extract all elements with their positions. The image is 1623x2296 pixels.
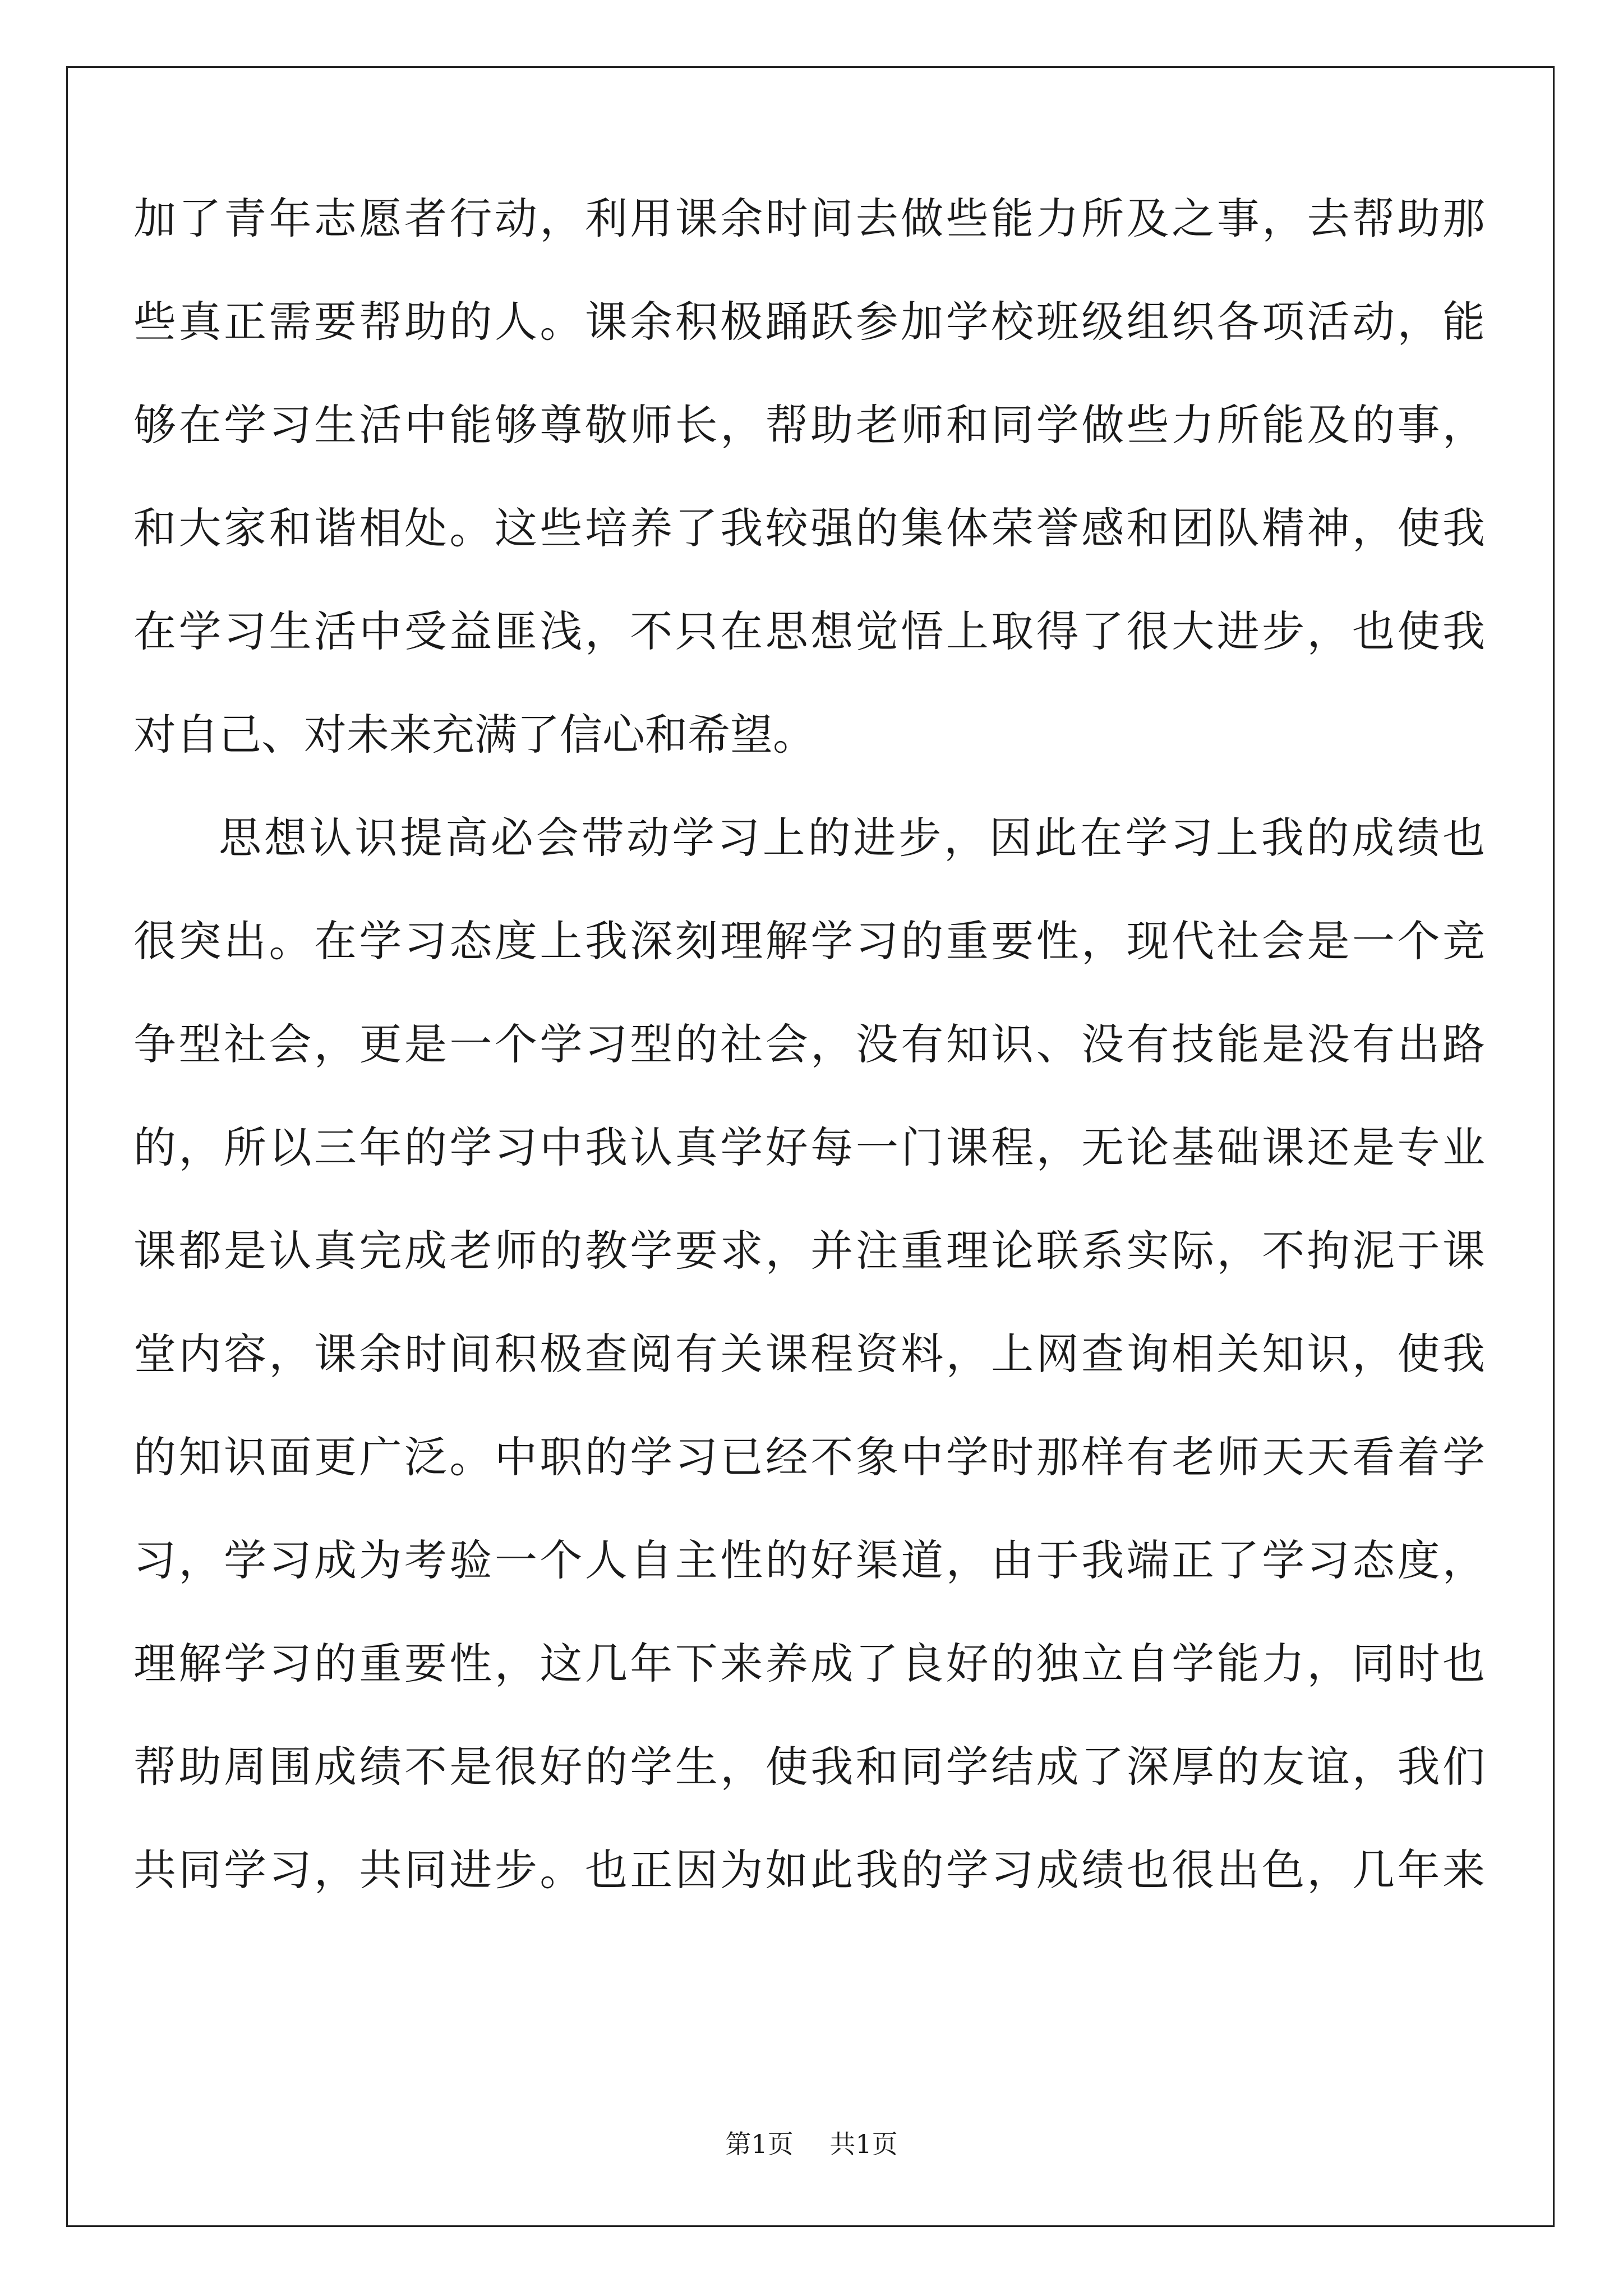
text-line: 堂内容，课余时间积极查阅有关课程资料，上网查询相关知识，使我	[133, 1329, 1485, 1379]
text-line: 争型社会，更是一个学习型的社会，没有知识、没有技能是没有出路	[133, 1019, 1485, 1069]
text-line: 课都是认真完成老师的教学要求，并注重理论联系实际，不拘泥于课	[133, 1226, 1485, 1276]
page-number: 第1页	[725, 2129, 794, 2159]
text-line: 在学习生活中受益匪浅，不只在思想觉悟上取得了很大进步，也使我	[133, 606, 1485, 656]
text-line: 习，学习成为考验一个人自主性的好渠道，由于我端正了学习态度，	[133, 1535, 1485, 1585]
text-line: 理解学习的重要性，这几年下来养成了良好的独立自学能力，同时也	[133, 1639, 1485, 1688]
text-line: 些真正需要帮助的人。课余积极踊跃参加学校班级组织各项活动，能	[133, 297, 1485, 347]
text-line: 和大家和谐相处。这些培养了我较强的集体荣誉感和团队精神，使我	[133, 503, 1485, 553]
text-line: 共同学习，共同进步。也正因为如此我的学习成绩也很出色，几年来	[133, 1845, 1485, 1895]
text-line: 帮助周围成绩不是很好的学生，使我和同学结成了深厚的友谊，我们	[133, 1742, 1485, 1792]
text-line: 的，所以三年的学习中我认真学好每一门课程，无论基础课还是专业	[133, 1122, 1485, 1172]
text-line: 加了青年志愿者行动，利用课余时间去做些能力所及之事，去帮助那	[133, 194, 1485, 243]
text-line: 对自己、对未来充满了信心和希望。	[133, 710, 815, 760]
page-total: 共1页	[829, 2129, 898, 2159]
text-line: 够在学习生活中能够尊敬师长，帮助老师和同学做些力所能及的事，	[133, 400, 1485, 450]
page-footer	[0, 2127, 1623, 2161]
text-line: 很突出。在学习态度上我深刻理解学习的重要性，现代社会是一个竞	[133, 916, 1485, 966]
document-body	[133, 167, 1485, 1922]
text-line: 的知识面更广泛。中职的学习已经不象中学时那样有老师天天看着学	[133, 1432, 1485, 1482]
text-line-indented: 思想认识提高必会带动学习上的进步，因此在学习上我的成绩也	[219, 813, 1485, 863]
